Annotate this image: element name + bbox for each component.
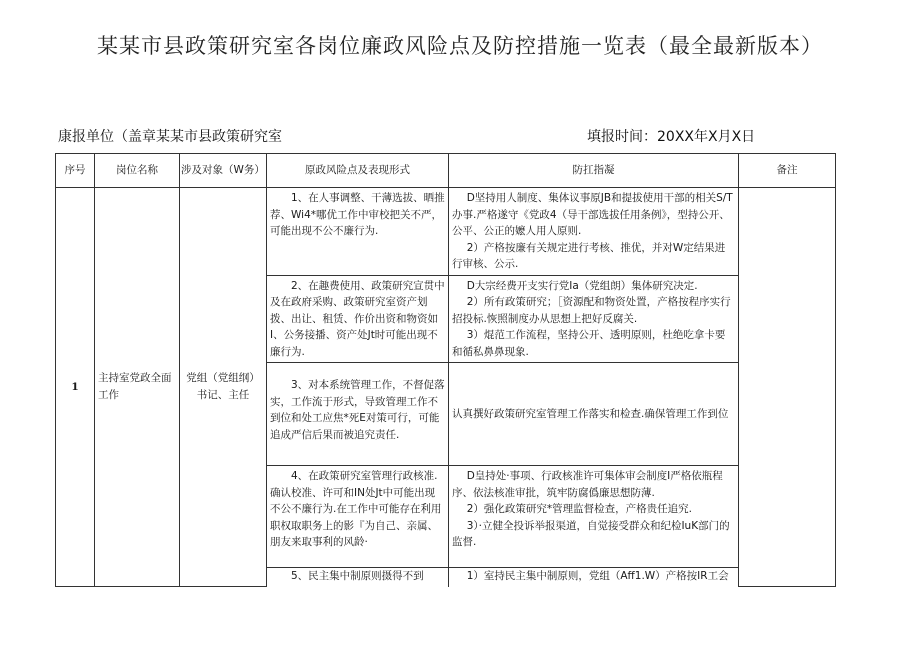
remarks-cell	[739, 188, 836, 587]
risk-cell: 1、在人事调整、干薄选拔、晒推荐、Wi4*哪优工作中审校把关不严，可能出现不公不廉行为.	[267, 188, 449, 276]
measure-line: 2）强化政策研究*管理监督检查，产格贵任追究.	[466, 503, 692, 515]
measure-line: D坚持用人制度、集体议事原JB和提拔使用干部的相关S/T办事.严格遂守《党政4（导干部选拔任用条例》，型持公开、公平、公正的嬷人用人原则.	[452, 192, 733, 237]
risk-control-table	[55, 153, 836, 587]
header-number: 序号	[56, 154, 95, 188]
table-header-row	[56, 154, 836, 188]
target-object-text: 党组（党组纲）书记、主任	[186, 372, 260, 401]
table-row	[56, 188, 836, 276]
measure-cell	[449, 568, 739, 587]
risk-cell: 4、在政策研究室管理行政核准.确认校准、许可和IN处Jt中可能出现不公不廉行为.在工作中可能存在利用职权取职务上的影『为自己、亲属、朋友来取事利的风龄·	[267, 466, 449, 568]
measure-cell	[449, 363, 739, 466]
measure-line: 3）焜范工作流程，坚持公开、透明原则，杜绝吃拿卡要和循私鼻鼻现象.	[452, 329, 726, 358]
measure-line: 2）产格按廉有关规定进行考核、推优，并对W定结果进行审核、公示.	[452, 241, 726, 270]
header-target: 涉及对象（W务）	[180, 154, 267, 188]
risk-cell: 2、在趣费使用、政策研究宣贯中及在政府采购、政策研究室资产划拨、出让、租赁、作价出资和物资如I、公务接播、资产处Jt时可能出现不廉行为.	[267, 275, 449, 363]
header-remarks: 备注	[739, 154, 836, 188]
post-name	[95, 188, 180, 587]
measure-line: D大宗经费开支实行党Ia（党组朗）集体研究决定.	[466, 279, 698, 292]
measure-line: 1）室持民主集中制原则，党组（Aff1.W）产格按IR工会	[466, 570, 729, 582]
measure-cell	[449, 188, 739, 276]
measure-line: D皇持处·事项、行政核准许可集体审会制度I严格依瓶程序、依法核准审批，筑牢防腐僞廉思想防薄.	[452, 470, 723, 499]
target-object	[180, 188, 267, 587]
document-title: 某某市县政策研究室各岗位廉政风险点及防控措施一览表（最全最新版本）	[97, 34, 823, 58]
measure-line: 3）·立健全投诉举报渠道，自觉接受群众和纪检IuK部门的监督.	[452, 519, 730, 548]
header-post: 岗位名称	[95, 154, 180, 188]
report-date-label: 填报时间：20XX年X月X日	[587, 129, 756, 145]
header-measures: 防扛指凝	[449, 154, 739, 188]
risk-cell: 5、民主集中制原则摄得不到	[267, 568, 449, 587]
measure-cell	[449, 466, 739, 568]
measure-cell	[449, 275, 739, 363]
reporting-unit-label: 康报单位（盖章某某市县政策研究室	[58, 129, 282, 145]
risk-cell: 3、对本系统管理工作，不督促落实，工作流于形式，导致管理工作不到位和处工应焦*死E对策可行，可能追成严信后果而被追究责任.	[267, 363, 449, 466]
measure-line: 认真撰好政策研究室管理工作落实和检查.确保管理工作到位	[452, 407, 729, 420]
row-number: 1	[56, 188, 95, 587]
measure-line: 2）所有政策研究；［资源配和物资处置，产格按程序实行招投标.恢照制度办从思想上把好反腐关.	[452, 296, 731, 325]
header-risk: 原政风险点及表现形式	[267, 154, 449, 188]
post-name-text: 主持室党政全面工作	[98, 372, 172, 401]
